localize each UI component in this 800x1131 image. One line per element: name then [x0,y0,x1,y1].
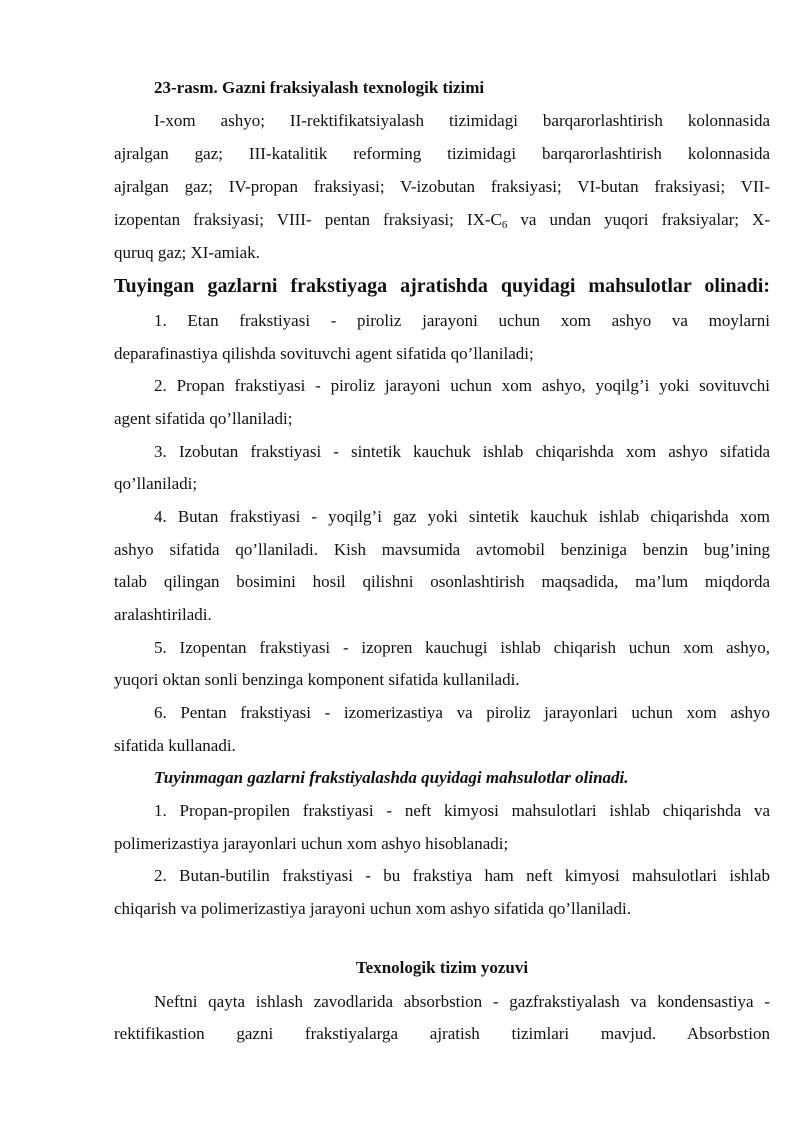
list-item: 5. Izopentan frakstiyasi - izopren kauchugi ishlab chiqarish uchun xom ashyo, [154,638,770,657]
caption-line: ajralgan gaz; III-katalitik reforming tizimidagi barqarorlashtirish kolonnasida [114,144,770,163]
caption-line [114,210,770,230]
paragraph-line: Neftni qayta ishlash zavodlarida absorbstion - gazfrakstiyalash va kondensastiya - [154,992,770,1011]
list-item-line: agent sifatida qo’llaniladi; [114,409,293,428]
subscript: 6 [501,219,508,231]
list-item: 2. Propan frakstiyasi - piroliz jarayoni uchun xom ashyo, yoqilg’i yoki sovituvchi [154,376,770,395]
section-heading: Tuyingan gazlarni frakstiyaga ajratishda quyidagi mahsulotlar olinadi: [114,275,770,297]
paragraph-line: rektifikastion gazni frakstiyalarga ajratish tizimlari mavjud. Absorbstion [114,1024,770,1043]
caption-line: quruq gaz; XI-amiak. [114,243,260,262]
subsection-heading: Tuyinmagan gazlarni frakstiyalashda quyidagi mahsulotlar olinadi. [154,768,629,787]
list-item-line: talab qilingan bosimini hosil qilishni osonlashtirish maqsadida, ma’lum miqdorda [114,572,770,591]
list-item: 2. Butan-butilin frakstiyasi - bu frakstiya ham neft kimyosi mahsulotlari ishlab [154,866,770,885]
list-item-line: ashyo sifatida qo’llaniladi. Kish mavsumida avtomobil benziniga benzin bug’ining [114,540,770,559]
list-item-line: yuqori oktan sonli benzinga komponent sifatida kullaniladi. [114,670,520,689]
list-item-line: qo’llaniladi; [114,474,198,493]
caption-line: ajralgan gaz; IV-propan fraksiyasi; V-izobutan fraksiyasi; VI-butan fraksiyasi; VII- [114,177,770,196]
section-title: Texnologik tizim yozuvi [355,958,529,977]
list-item-line: aralashtiriladi. [114,605,212,624]
list-item-line: polimerizastiya jarayonlari uchun xom ashyo hisoblanadi; [114,834,509,853]
list-item: 1. Etan frakstiyasi - piroliz jarayoni uchun xom ashyo va moylarni [154,311,770,330]
figure-caption-title: 23-rasm. Gazni fraksiyalash texnologik tizimi [154,78,485,97]
list-item-line: chiqarish va polimerizastiya jarayoni uchun xom ashyo sifatida qo’llaniladi. [114,899,631,918]
list-item: 6. Pentan frakstiyasi - izomerizastiya va piroliz jarayonlari uchun xom ashyo [154,703,770,722]
list-item: 4. Butan frakstiyasi - yoqilg’i gaz yoki sintetik kauchuk ishlab chiqarishda xom [154,507,770,526]
list-item-line: sifatida kullanadi. [114,736,236,755]
caption-line: I-xom ashyo; II-rektifikatsiyalash tizimidagi barqarorlashtirish kolonnasida [154,111,770,130]
caption-text: va undan yuqori fraksiyalar; X- [507,210,770,229]
list-item-line: deparafinastiya qilishda sovituvchi agent sifatida qo’llaniladi; [114,344,534,363]
list-item: 1. Propan-propilen frakstiyasi - neft kimyosi mahsulotlari ishlab chiqarishda va [154,801,770,820]
caption-text: izopentan fraksiyasi; VIII- pentan fraksiyasi; IX-C [114,210,502,229]
list-item: 3. Izobutan frakstiyasi - sintetik kauchuk ishlab chiqarishda xom ashyo sifatida [154,442,770,461]
